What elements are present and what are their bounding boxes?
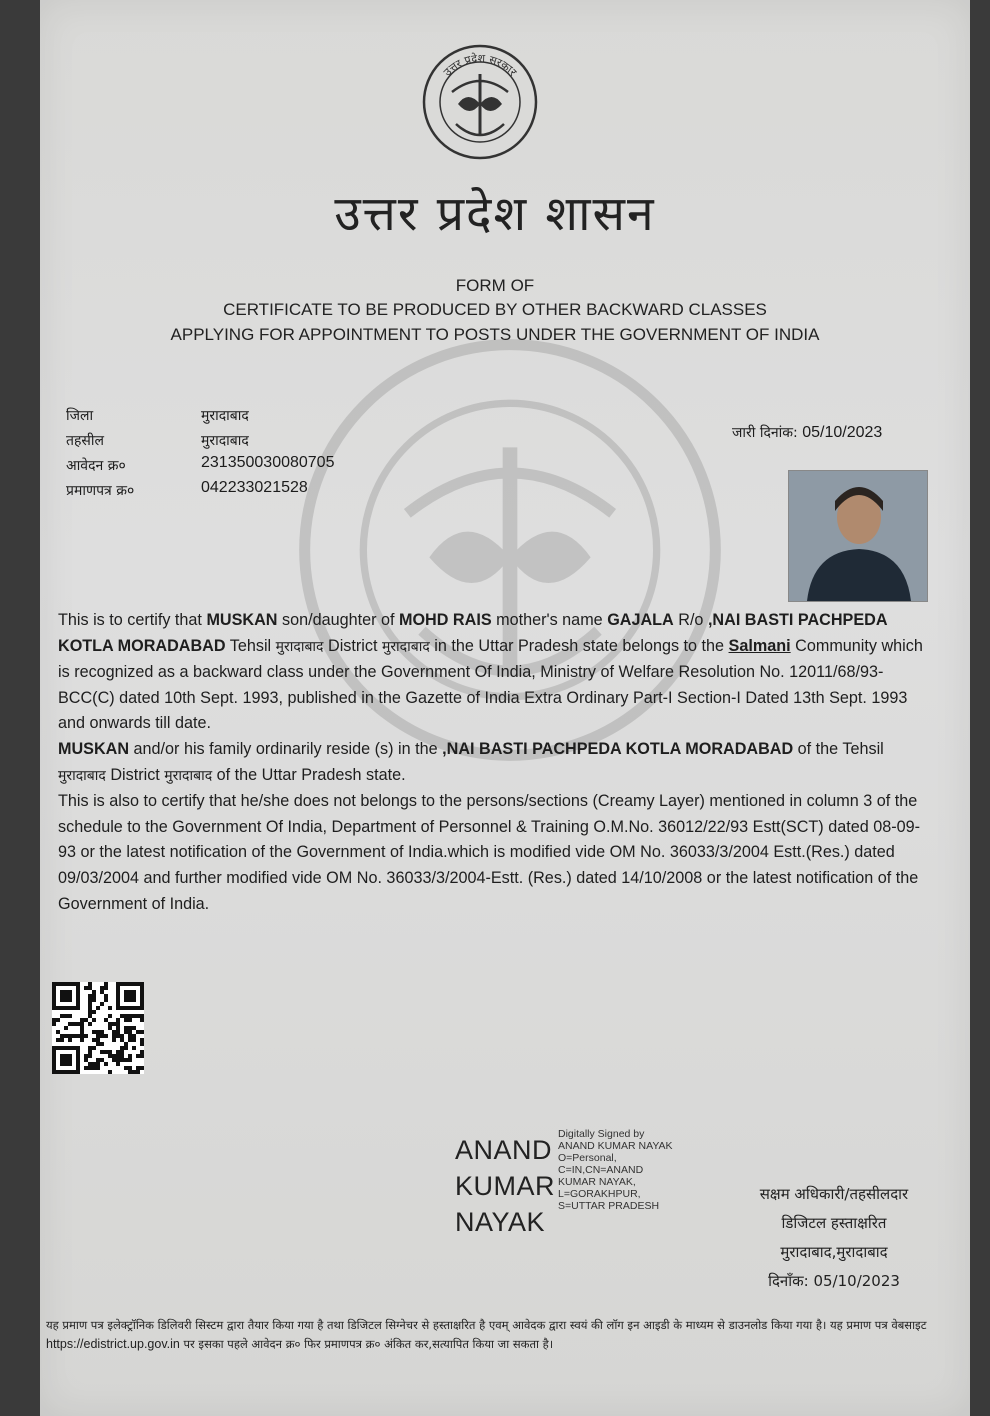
issue-date-label: जारी दिनांक: <box>732 425 798 441</box>
qr-code-icon[interactable] <box>52 982 144 1074</box>
applicant-photo <box>788 470 928 602</box>
meta-value: मुरादाबाद <box>201 408 249 424</box>
residence-address: ,NAI BASTI PACHPEDA KOTLA MORADABAD <box>442 739 794 758</box>
digital-signature-details: Digitally Signed by ANAND KUMAR NAYAK O=Personal, C=IN,CN=ANAND KUMAR NAYAK, L=GORAKHPUR, S=UTTAR PRADESH <box>558 1128 673 1212</box>
meta-value: 231350030080705 <box>201 454 335 471</box>
certificate-body <box>58 608 936 917</box>
issuing-officer <box>718 1180 950 1296</box>
tehsil-name: मुरादाबाद <box>275 638 324 655</box>
officer-location: मुरादाबाद,मुरादाबाद <box>780 1243 888 1261</box>
signature-name-line: ANAND <box>455 1135 553 1165</box>
meta-row-application-no <box>66 454 334 479</box>
meta-label: प्रमाणपत्र क्र० <box>66 483 135 499</box>
form-heading-line-2: APPLYING FOR APPOINTMENT TO POSTS UNDER THE GOVERNMENT OF INDIA <box>170 325 820 344</box>
tehsil-name: मुरादाबाद <box>58 767 106 784</box>
mother-name: GAJALA <box>607 611 674 629</box>
father-name: MOHD RAIS <box>398 611 492 629</box>
community-name: Salmani <box>728 636 791 655</box>
meta-row-tehsil <box>66 429 334 454</box>
meta-row-district <box>66 404 334 429</box>
meta-label: जिला <box>66 408 94 424</box>
officer-designation: सक्षम अधिकारी/तहसीलदार <box>759 1185 909 1203</box>
state-government-title: उत्तर प्रदेश शासन <box>334 186 656 242</box>
digital-signature-name <box>455 1132 555 1240</box>
applicant-name: MUSKAN <box>206 611 278 629</box>
form-of-heading: FORM OF <box>455 276 535 295</box>
officer-digitally-signed: डिजिटल हस्ताक्षरित <box>781 1214 887 1232</box>
applicant-name: MUSKAN <box>58 739 130 758</box>
meta-value: मुरादाबाद <box>201 433 249 449</box>
meta-row-certificate-no <box>66 479 334 504</box>
svg-text:उत्तर प्रदेश सरकार: उत्तर प्रदेश सरकार <box>440 51 520 79</box>
signature-name-line: NAYAK <box>455 1207 546 1237</box>
meta-value: 042233021528 <box>201 479 308 496</box>
district-name: मुरादाबाद <box>381 638 430 655</box>
form-heading-line-1: CERTIFICATE TO BE PRODUCED BY OTHER BACKWARD CLASSES <box>223 300 767 319</box>
officer-date: दिनाँक: 05/10/2023 <box>768 1272 900 1290</box>
certificate-paragraph-1: This is to certify that MUSKAN son/daughter of MOHD RAIS mother's name GAJALA R/o ,NAI BASTI PACHPEDA KOTLA MORADABAD Tehsil मुरादाबाद District मुरादाबाद in the Uttar Pradesh state belongs to the Salmani Community which is recognized as a backward class under the Government Of India, Ministry of Welfare Resolution No. 12011/68/93-BCC(C) dated 10th Sept. 1993, published in the Gazette of India Extra Ordinary Part-I Section-I Dated 13th Sept. 1993 and onwards till date. <box>58 611 923 733</box>
district-name: मुरादाबाद <box>164 767 213 784</box>
footer-note: यह प्रमाण पत्र इलेक्ट्रॉनिक डिलिवरी सिस्टम द्वारा तैयार किया गया है तथा डिजिटल सिग्नेचर से हस्ताक्षरित है एवम् आवेदक द्वारा स्वयं की लॉग इन आइडी के माध्यम से डाउनलोड किया गया है। यह प्रमाण पत्र वेबसाइट https://edistrict.up.gov.in पर इसका पहले आवेदन क्र० फिर प्रमाणपत्र क्र० अंकित कर,सत्यापित किया जा सकता है। <box>46 1318 927 1351</box>
up-emblem-icon <box>420 42 540 162</box>
person-photo-icon <box>789 471 927 601</box>
signature-name-line: KUMAR <box>455 1171 556 1201</box>
certificate-paragraph-3: This is also to certify that he/she does not belongs to the persons/sections (Creamy Layer) mentioned in column 3 of the schedule to the Government Of India, Department of Personnel & Training O.M.No. 36012/22/93 Estt(SCT) dated 08-09-93 or the latest notification of the Government of India.which is modified vide OM No. 36033/3/2004 Estt.(Res.) dated 09/03/2004 and further modified vide OM No. 36033/3/2004-Estt. (Res.) dated 14/10/2008 or the latest notification of the Government of India. <box>58 792 920 913</box>
certificate-paragraph-2: MUSKAN and/or his family ordinarily reside (s) in the ,NAI BASTI PACHPEDA KOTLA MORADABAD of the Tehsil मुरादाबाद District मुरादाबाद of the Uttar Pradesh state. <box>58 739 884 784</box>
applicant-address: ,NAI BASTI PACHPEDA KOTLA MORADABAD <box>58 611 887 655</box>
edistrict-link[interactable]: https://edistrict.up.gov.in <box>46 1337 180 1351</box>
certificate-meta <box>66 404 334 504</box>
issue-date-value: 05/10/2023 <box>802 424 883 441</box>
meta-label: आवेदन क्र० <box>66 458 126 474</box>
meta-label: तहसील <box>66 433 104 449</box>
issue-date <box>732 423 882 442</box>
